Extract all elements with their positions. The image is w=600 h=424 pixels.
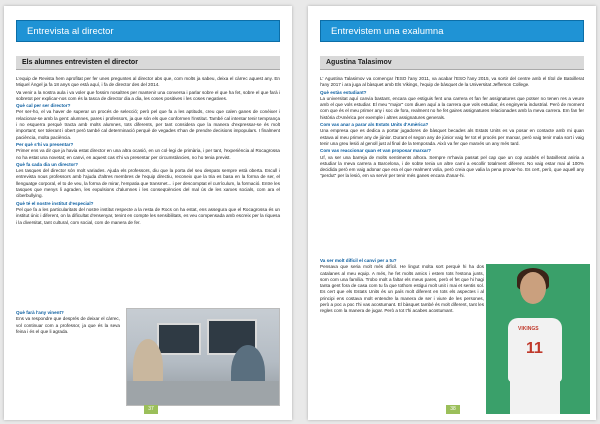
left-question-1: Què cal per ser director? xyxy=(16,103,71,109)
right-subtitle: Agustina Talasimov xyxy=(320,56,584,70)
desk xyxy=(127,381,279,405)
player-head xyxy=(520,272,546,304)
left-article-top xyxy=(16,76,280,227)
left-question-4: Què té el nostre institut d'especial? xyxy=(16,200,94,206)
left-answer-1: Per ser-ho, el va haver de superar un procés de selecció; però pel que fa a les aptituds, creu que calen ganes de conèixer i relacionar-se amb la gent: alumnes, pares i professors, ja que són els que conformen l'institut. També cal intentar tenir temprança i no esquerra perquè tracta amb molts alumnes, tots diferents, per tant considera que la manera d'expressar-se és molt important; ser tolerant i obert però també cal determinació perquè de vegades s'han de prendre decisions impopulars. I finalment paciència, molta paciència. xyxy=(16,109,280,140)
right-answer-4: Pensava que seria molt més difícil. He lingut molta sort perquè hi ha dos catalanes al meu equip. A més, he fet molts amics i estem tots l'estona junts, som com una família. Trobo molt a faltar els meus pares, però el fet que hi hagi tanta gent fora de casa com tu fa que tothom estigui molt unit i mai et sentis sol. Es cert que els Estats Units és un país molt diferent en tots els aspectes i al principi ens costava molt entendre la manera de ser i viure de les persones, però a poc a poc t'hi vas acostumant. El bàsquet també és molt diferent, tant les regles com la manera de jugar. Però a tot t'hi acabes acostumant. xyxy=(320,264,484,314)
right-answer-3: Uf, va ser una barreja de molts sentiments alhora. Sempre m'havia passat pel cap que un cop acabés el batxillerat aniria a estudiar la meva carrera a Barcelona, i de sobte tenia un altre camí a escollir totalment diferent. No vaig estar mai al 100% decidida però em vaig adonar que era el que realment volia, però creia que valia la pena provar-ho. Es cert, però, que aquell any "perdut" per la lesió, em va servir per tenir més ganes encara d'anar-hi. xyxy=(320,154,584,179)
left-paragraph-2: Va venir a la nostra aula i va voler que fossim nosaltres per mantenir una conversa i parlar sobre el que ha fet, sobre el que farà i sobretot per explicar-nos com és la tasca de director dia a dia, les coses positives i les coses negatives. xyxy=(16,89,280,101)
player-photo xyxy=(486,264,590,414)
page-number-38: 38 xyxy=(446,405,460,414)
left-page xyxy=(4,6,292,420)
left-answer-2: Primer ens va dir que ja havia estat director en una altra ocasió, en un col·legi de primària, i per tant, l'experiència al Rocagrossa no ha estat una novetat; en canvi, en aquest cas s'hi va presentar per circumstàncies, no ho tenia previst. xyxy=(16,148,280,160)
right-question-3: Com vas reaccionar quan et van proposar marxar? xyxy=(320,148,432,154)
right-question-1: Què estàs estudiant? xyxy=(320,89,367,95)
right-intro: L' Agustina Talasimov va començar l'ESO l'any 2011, va acabar l'ESO l'any 2015, va sortir del centre amb el títol de Batxillerat l'any 2017 i ara juga al bàsquet amb Els Vikings, l'equip de bàsquet de la Universitat Jefferson College. xyxy=(320,76,584,88)
right-answer-2: Una empresa que es dedica a portar jugadores de bàsquet becades als Estats Units es va posar en contacte amb mi quan estava al meu primer any de júnior. Durant el segon any de júnior vaig fer tot el procés per marxar, però vaig tenir mala sort i vaig tenir una greu lesió al genoll just al final de la temporada. Això va fer que marxés un any més tard. xyxy=(320,128,584,146)
jersey-team-text: VIKINGS xyxy=(518,326,539,332)
page-number-37: 37 xyxy=(144,405,158,414)
left-answer-4: Pel que fa a les particularitats del nostre institut respecte a la resta de Rocs on ha estat, ens assegura que el Rocagrossa és un institut únic i diferent, on la dificultat d'ensenyar, tenint en compte les sensibilitats, es veu compensada amb escreix per la riquesa i la diversitat, tant cultural, com social, com de manera de fer. xyxy=(16,206,280,225)
left-paragraph-1: L'equip de Revista hem aprofitat per fer unes preguntes al director abs que, com molts ja sabeu, deixa el càrrec aquest any. En Miquel Àngel ja fa 18 anys que està aquí, i fa de director des del 2014. xyxy=(16,76,280,88)
right-article-top xyxy=(320,76,584,181)
right-banner-title: Entrevistem una exalumna xyxy=(320,20,584,42)
left-answer-3: Les tasques del director són molt variades. Ajuda els professors, diu que la porta del seu despatx sempre està oberta. Escull i entrevista nous professors amb l'ajuda d'altres membres de l'equip directiu, reconeix que la tria es basa en la forma de ser, el llenguatge corporal, el to de veu, la forma de mirar, l'empatia que transmet... i per descomptat el currículum, la formació. Entre les tasques que menys li agraden, les expulsions d'alumnes i les conseqüències del mal ús de les xarxes socials, com ara el ciberbullying. xyxy=(16,168,280,199)
right-article-bottom xyxy=(320,258,484,316)
left-question-3: Què fa cada dia un director? xyxy=(16,161,79,167)
player-shorts xyxy=(510,380,560,414)
left-subtitle: Els alumnes entrevisten el director xyxy=(16,56,280,70)
right-question-2: Com vas anar a parar als Estats Units d'Amèrica? xyxy=(320,122,429,128)
left-question-5: Què farà l'any vinent? xyxy=(16,310,64,315)
left-question-2: Per què s'hi va presentar? xyxy=(16,141,74,147)
left-answer-5: Ens va respondre que després de deixar el càrrec, vol continuar com a professor, ja que és la seva feina i és el que li agrada. xyxy=(16,316,120,334)
left-article-bottom xyxy=(16,310,120,336)
right-page xyxy=(308,6,596,420)
monitor-1 xyxy=(157,323,201,355)
jersey-number: 11 xyxy=(526,340,543,357)
right-question-4: Va ser molt difícil el canvi per a tu? xyxy=(320,258,397,263)
office-photo xyxy=(126,308,280,406)
left-banner-title: Entrevista al director xyxy=(16,20,280,42)
right-answer-1: La universitat aquí canvia bastant, encara que estiguis fent una carrera et fan fer assignatures que potser no tenen res a veure amb el que vols estudiar. El meu "major" com diuen aquí a la carrera que vols estudiar, és enginyeria industrial. Però de moment com que és el meu primer any i soc de fora, realment no he fet gaires assignatures relacionades amb la meva carrera. Em fan fer història d'Amèrica per exemple i altres assignatures generals. xyxy=(320,95,584,120)
